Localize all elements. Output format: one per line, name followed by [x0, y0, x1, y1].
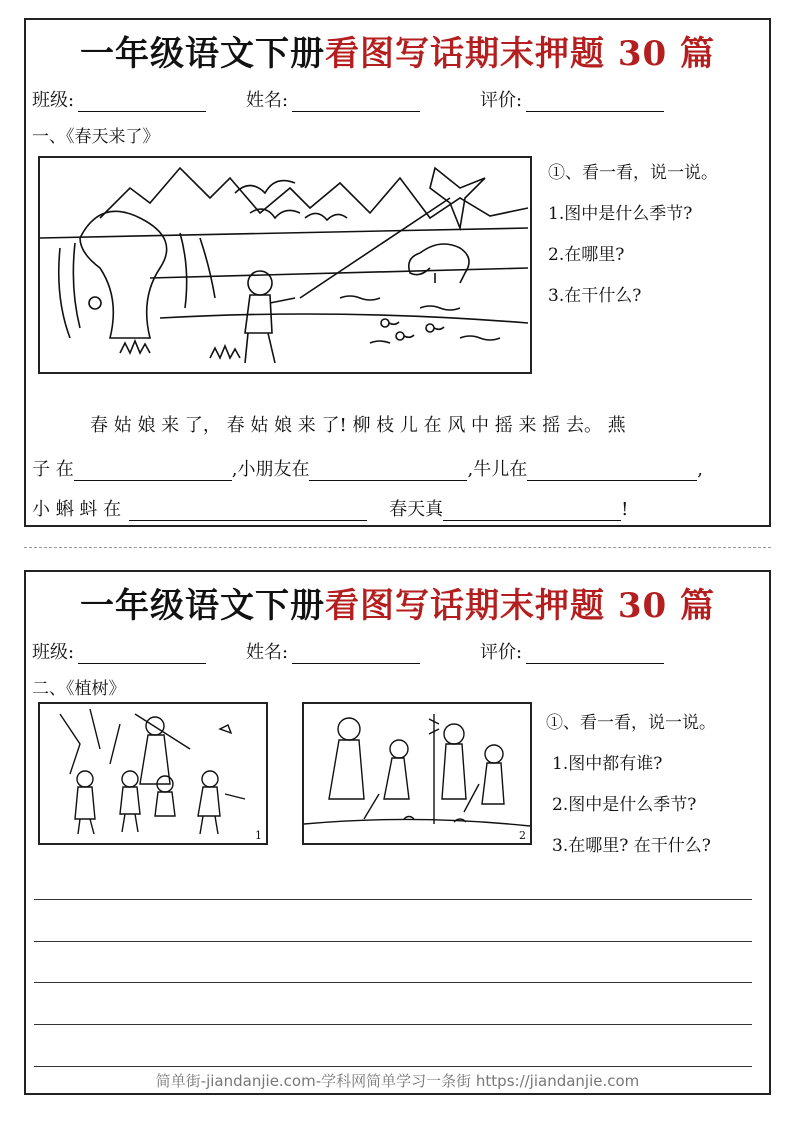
- name-field[interactable]: [246, 86, 420, 112]
- story-line-2: [32, 455, 703, 481]
- children-carrying-tools-drawing: [40, 704, 266, 843]
- question-2: 2.在哪里?: [548, 245, 625, 265]
- blank-swallow[interactable]: [74, 460, 232, 481]
- title-red-part: 看图写话期末押题 30 篇: [325, 586, 715, 626]
- story-line-2-d: ,: [697, 459, 703, 480]
- story-line-2-a: 子 在: [32, 459, 74, 480]
- writing-line[interactable]: [34, 1066, 752, 1067]
- picture-number: 2: [519, 829, 526, 842]
- name-blank[interactable]: [292, 645, 420, 664]
- class-label: 班级:: [32, 90, 75, 111]
- question-list: [548, 153, 718, 317]
- name-label: 姓名:: [246, 642, 289, 663]
- name-label: 姓名:: [246, 90, 289, 111]
- writing-line[interactable]: [34, 899, 752, 900]
- spring-scene-drawing: [40, 158, 530, 372]
- blank-spring[interactable]: [443, 500, 621, 521]
- eval-field[interactable]: [480, 638, 664, 664]
- story-line-2-b: ,小朋友在: [231, 459, 310, 480]
- writing-line[interactable]: [34, 982, 752, 983]
- story-line-3-b: 春天真: [389, 499, 444, 520]
- worksheet-title: [26, 578, 769, 627]
- question-3: 3.在干什么?: [548, 286, 642, 306]
- story-line-1: 春 姑 娘 来 了， 春 姑 娘 来 了! 柳 枝 儿 在 风 中 摇 来 摇 去。 燕: [90, 415, 626, 436]
- question-list: [546, 703, 716, 867]
- title-red-part: 看图写话期末押题 30 篇: [325, 34, 715, 74]
- eval-field[interactable]: [480, 86, 664, 112]
- student-info-row: [32, 86, 762, 112]
- page-separator: [24, 547, 771, 548]
- children-planting-tree-drawing: [304, 704, 530, 843]
- eval-label: 评价:: [480, 642, 523, 663]
- class-label: 班级:: [32, 642, 75, 663]
- question-2: 2.图中是什么季节?: [552, 795, 697, 815]
- question-intro: ①、看一看，说一说。: [546, 713, 716, 733]
- eval-label: 评价:: [480, 90, 523, 111]
- writing-line[interactable]: [34, 1024, 752, 1025]
- worksheet-2: [24, 570, 771, 1095]
- worksheet-1: [24, 18, 771, 527]
- spring-illustration: [38, 156, 532, 374]
- class-field[interactable]: [32, 638, 206, 664]
- name-blank[interactable]: [292, 93, 420, 112]
- blank-cow[interactable]: [527, 460, 697, 481]
- question-1: 1.图中是什么季节?: [548, 204, 693, 224]
- class-field[interactable]: [32, 86, 206, 112]
- eval-blank[interactable]: [526, 645, 664, 664]
- writing-line[interactable]: [34, 941, 752, 942]
- student-info-row: [32, 638, 762, 664]
- footer-watermark: 简单街-jiandanjie.com-学科网简单学习一条街 https://jiandanjie.com: [155, 1072, 640, 1090]
- blank-tadpole[interactable]: [129, 500, 367, 521]
- question-3: 3.在哪里? 在干什么?: [552, 836, 711, 856]
- tree-planting-illustration-1: [38, 702, 268, 845]
- eval-blank[interactable]: [526, 93, 664, 112]
- section-title: 一、《春天来了》: [32, 127, 160, 147]
- question-1: 1.图中都有谁?: [552, 754, 663, 774]
- class-blank[interactable]: [78, 645, 206, 664]
- worksheet-title: [26, 26, 769, 75]
- story-line-3-a: 小 蝌 蚪 在: [32, 499, 122, 520]
- section-title: 二、《植树》: [32, 679, 126, 699]
- title-black-part: 一年级语文下册: [80, 586, 325, 626]
- story-line-3: [32, 495, 628, 521]
- question-intro: ①、看一看，说一说。: [548, 163, 718, 183]
- picture-number: 1: [255, 829, 262, 842]
- tree-planting-illustration-2: [302, 702, 532, 845]
- title-black-part: 一年级语文下册: [80, 34, 325, 74]
- blank-child[interactable]: [309, 460, 467, 481]
- name-field[interactable]: [246, 638, 420, 664]
- story-line-2-c: ,牛儿在: [467, 459, 528, 480]
- story-line-3-c: !: [621, 499, 629, 520]
- class-blank[interactable]: [78, 93, 206, 112]
